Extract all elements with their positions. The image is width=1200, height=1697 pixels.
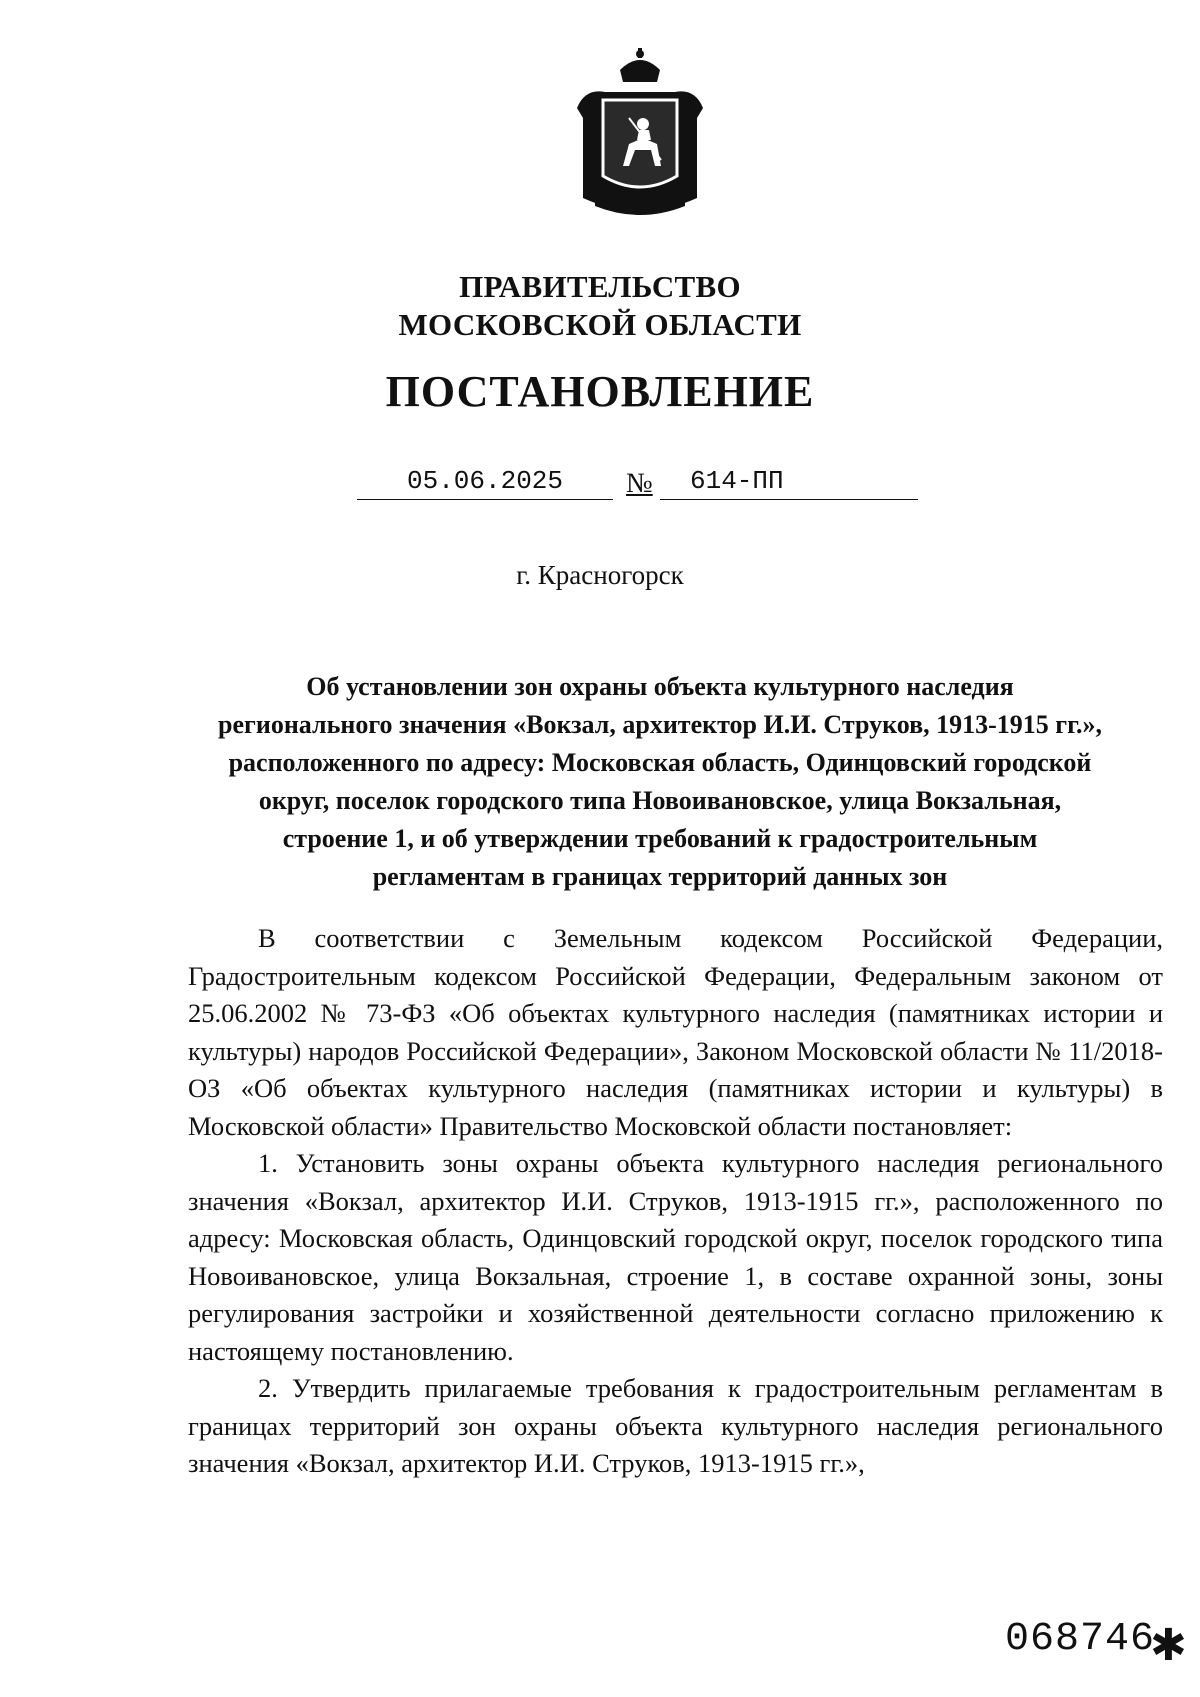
number-sign: № bbox=[626, 468, 653, 499]
subject-line: регионального значения «Вокзал, архитектор И.И. Струков, 1913-1915 гг.», bbox=[218, 710, 1102, 739]
document-date: 05.06.2025 bbox=[357, 463, 613, 500]
organization-name-line-1: ПРАВИТЕЛЬСТВО bbox=[459, 269, 741, 304]
preamble-paragraph: В соответствии с Земельным кодексом Российской Федерации, Градостроительным кодексом Российской Федерации, Федеральным законом от 25.06.2002 № 73-ФЗ «Об объектах культурного наследия (памятниках истории и культуры) народов Российской Федерации», Законом Московской области № 11/2018-ОЗ «Об объектах культурного наследия (памятниках истории и культуры) в Московской области» Правительство Московской области постановляет: bbox=[188, 923, 1163, 1141]
subject-line: расположенного по адресу: Московская область, Одинцовский городской bbox=[228, 748, 1092, 777]
subject-line: регламентам в границах территорий данных зон bbox=[372, 862, 948, 891]
organization-name-line-2: МОСКОВСКОЙ ОБЛАСТИ bbox=[398, 307, 802, 342]
subject-line: округ, поселок городского типа Новоивановское, улица Вокзальная, bbox=[258, 786, 1062, 815]
document-number: 614-ПП bbox=[660, 463, 918, 500]
serial-number: 068746 bbox=[1005, 1617, 1156, 1662]
clause-1-paragraph: 1. Установить зоны охраны объекта культурного наследия регионального значения «Вокзал, архитектор И.И. Струков, 1913-1915 гг.», расположенного по адресу: Московская область, Одинцовский городской округ, поселок городского типа Новоивановское, улица Вокзальная, строение 1, в составе охранной зоны, зоны регулирования застройки и хозяйственной деятельности согласно приложению к настоящему постановлению. bbox=[188, 1148, 1163, 1366]
subject-line: строение 1, и об утверждении требований к градостроительным bbox=[282, 824, 1038, 853]
document-subject bbox=[170, 668, 1150, 896]
asterisk-mark-icon: ✱ bbox=[1150, 1620, 1187, 1671]
city-location: г. Красногорск bbox=[516, 560, 684, 590]
document-body bbox=[188, 920, 1163, 1483]
document-type-title: ПОСТАНОВЛЕНИЕ bbox=[385, 367, 815, 416]
subject-line: Об установлении зон охраны объекта культурного наследия bbox=[306, 672, 1014, 701]
clause-2-paragraph: 2. Утвердить прилагаемые требования к градостроительным регламентам в границах территорий зон охраны объекта культурного наследия регионального значения «Вокзал, архитектор И.И. Струков, 1913-1915 гг.», bbox=[188, 1373, 1163, 1478]
coat-of-arms-icon bbox=[565, 48, 715, 218]
